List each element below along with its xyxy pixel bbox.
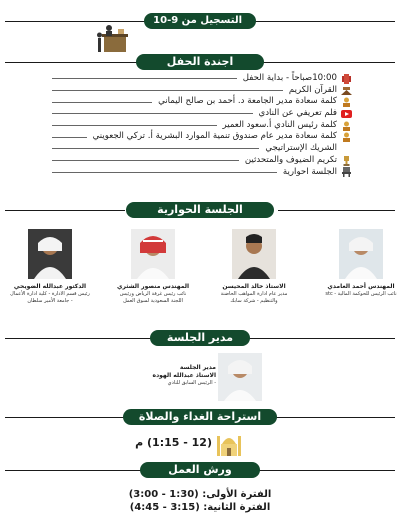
agenda-item xyxy=(52,143,352,155)
speaker-name: المهندس أحمد الغامدي xyxy=(327,283,395,290)
speaker-icon xyxy=(341,97,352,107)
divider xyxy=(5,210,125,211)
agenda-item xyxy=(52,167,352,179)
panel-title: الجلسة الحوارية xyxy=(126,202,274,218)
moderator-label: مدير الجلسة xyxy=(179,364,216,371)
stc-icon xyxy=(341,144,352,154)
divider xyxy=(5,470,148,471)
dotted-line xyxy=(52,148,259,149)
agenda-item xyxy=(52,85,352,97)
divider xyxy=(5,338,155,339)
speaker-photo xyxy=(28,229,72,279)
break-title: استراحة الغداء والصلاة xyxy=(123,409,277,425)
quran-icon xyxy=(341,86,352,96)
divider xyxy=(260,62,395,63)
speaker-card xyxy=(214,229,294,304)
divider xyxy=(5,62,145,63)
agenda-item-text: فلم تعريفي عن النادي xyxy=(258,108,337,119)
mosque-icon xyxy=(214,428,244,458)
agenda-item-text: 10:00صباحاً - بداية الحفل xyxy=(242,73,337,83)
moderator-role: - الرئيس السابق للنادي xyxy=(167,380,216,386)
dotted-line xyxy=(52,172,277,173)
speaker-icon xyxy=(341,121,352,131)
workshop-first-period: الفترة الأولى: (1:30 - 3:00) xyxy=(128,489,272,500)
agenda-item xyxy=(52,96,352,108)
dotted-line xyxy=(52,90,283,91)
registration-title: التسجيل من 9-10 xyxy=(144,13,256,29)
divider xyxy=(278,210,395,211)
dotted-line xyxy=(52,125,217,126)
divider xyxy=(248,338,395,339)
speaker-role: نائب الرئيس للحوكمة المالية - stc xyxy=(325,291,397,297)
workshop-times xyxy=(0,488,400,514)
agenda-item-text: القرآن الكريم xyxy=(288,84,337,95)
moderator-name: الاستاذ عبدالله الهوده xyxy=(152,372,216,379)
agenda-item-text: الجلسة احوارية xyxy=(282,166,337,177)
speaker-photo xyxy=(339,229,383,279)
speaker-card xyxy=(113,229,193,304)
dotted-line xyxy=(52,78,237,79)
agenda-item-text: تكريم الضيوف والمتحدثين xyxy=(244,154,337,165)
workshop-title: ورش العمل xyxy=(140,462,260,478)
speaker-role: نائب رئيس غرفة الرياض ورئيس اللجنة السعودية لسوق العمل xyxy=(119,291,187,304)
ribbon-icon xyxy=(341,74,352,84)
agenda-item xyxy=(52,73,352,85)
agenda-item-text: كلمة رئيس النادي أ.سعود العمير xyxy=(222,119,337,130)
speaker-card xyxy=(10,229,90,304)
dotted-line xyxy=(52,137,87,138)
registration-desk-icon xyxy=(96,24,134,54)
workshop-second-period: الفترة الثانية: (3:15 - 4:45) xyxy=(129,502,271,513)
dotted-line xyxy=(52,102,152,103)
trophy-icon xyxy=(341,156,352,166)
agenda-item-text: كلمة سعادة مدير الجامعة د. أحمد بن صالح اليماني xyxy=(158,96,337,107)
moderator-title: مدير الجلسة xyxy=(150,330,250,346)
speaker-role: مدير عام ادارة المواهب الحاضنة والتنظيم - شركة سابك xyxy=(220,291,288,304)
moderator-info xyxy=(132,364,216,387)
divider xyxy=(253,470,395,471)
agenda-item-text: كلمة سعادة مدير عام صندوق تنمية الموارد البشرية أ. تركي الجعويني xyxy=(92,131,337,142)
chair-icon xyxy=(341,167,352,177)
speaker-name: الدكتور عبدالله الضويحي xyxy=(13,283,87,290)
moderator-photo xyxy=(218,353,262,401)
youtube-icon xyxy=(341,109,352,119)
divider xyxy=(5,417,135,418)
dotted-line xyxy=(52,113,253,114)
speaker-photo xyxy=(232,229,276,279)
dotted-line xyxy=(52,160,239,161)
divider xyxy=(253,21,395,22)
agenda-list xyxy=(52,73,352,178)
agenda-item xyxy=(52,131,352,143)
agenda-item xyxy=(52,120,352,132)
speaker-card xyxy=(321,229,400,298)
agenda-item-text: الشريك الإستراتيجي xyxy=(265,143,337,154)
speaker-photo xyxy=(131,229,175,279)
speaker-name: المهندس منصور الشثري xyxy=(116,283,190,290)
break-row xyxy=(0,428,400,458)
break-time: (12 - 1:15) م xyxy=(135,436,212,449)
agenda-item xyxy=(52,108,352,120)
speaker-icon xyxy=(341,132,352,142)
agenda-title: اجندة الحفل xyxy=(136,54,264,70)
agenda-item xyxy=(52,155,352,167)
divider xyxy=(5,21,155,22)
speaker-name: الاستاذ خالد المحيسن xyxy=(222,283,286,290)
divider xyxy=(267,417,395,418)
speaker-role: رئيس قسم الادارة - كلية ادارة الأعمال - جامعة الأمير سلطان xyxy=(10,291,90,304)
